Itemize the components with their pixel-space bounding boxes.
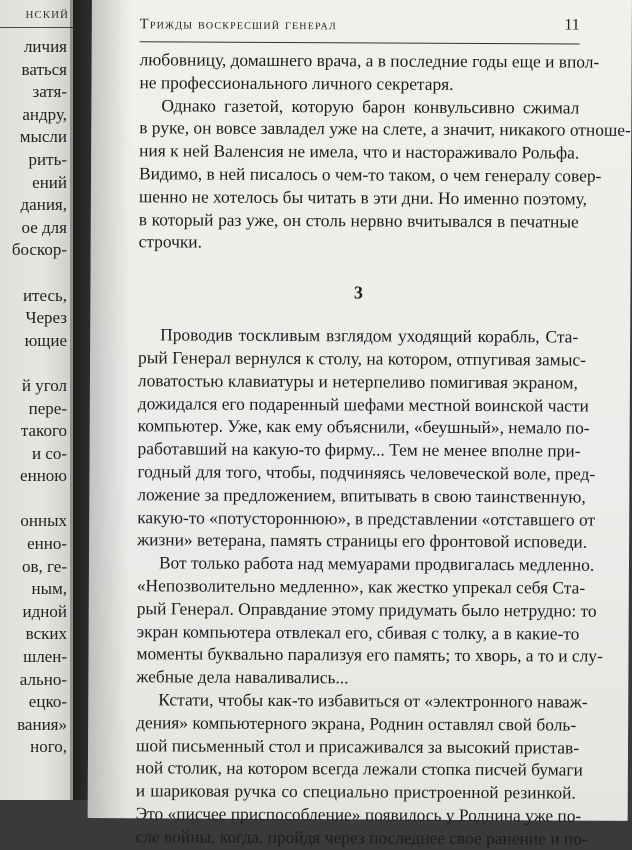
page-curve-shadow xyxy=(88,0,132,818)
left-text-fragment: идной xyxy=(22,601,67,621)
left-page xyxy=(0,0,73,800)
text-line: в который раз уже, он столь нервно вчитывался в печатные xyxy=(138,208,579,232)
left-text-fragment: вских xyxy=(25,624,67,644)
left-text-fragment: вания» xyxy=(17,714,67,734)
text-line: дения» компьютерного экрана, Роднин оставлял свой боль- xyxy=(136,711,577,735)
text-line: ной столик, на котором всегда лежали стопка писчей бумаги xyxy=(135,757,583,780)
text-line: ния к ней Валенсия не имела, что и настораживало Рольфа. xyxy=(139,140,580,163)
running-head xyxy=(140,16,580,40)
text-line: сле войны, когда, пройдя через последнее свое ранение и по- xyxy=(135,825,588,849)
left-text-fragment: боскор- xyxy=(11,240,67,260)
left-text-fragment: онных xyxy=(20,511,67,531)
left-text-fragment: ов, ге- xyxy=(22,556,67,576)
text-line: моменты буквально парализуя его память; то хворь, а то и слу- xyxy=(136,643,603,667)
left-page-text xyxy=(12,36,67,759)
text-line: рый Генерал. Оправдание этому придумать было нетрудно: то xyxy=(136,597,597,621)
text-line: Однако газетой, которую барон конвульсивно сжимал xyxy=(161,94,580,118)
left-text-fragment: и со- xyxy=(31,443,67,463)
text-line: компьютер. Уже, как ему объяснили, «беушный», немало по- xyxy=(137,415,590,438)
text-line: строчки. xyxy=(138,231,203,252)
text-line: Это «писчее приспособление» появилось у Роднина уже по- xyxy=(135,803,582,826)
left-text-fragment: Через xyxy=(25,308,67,328)
left-text-fragment: енно- xyxy=(27,534,67,554)
right-page xyxy=(88,0,632,849)
left-text-fragment: ецко- xyxy=(28,692,67,712)
text-line: рый Генерал вернулся к столу, на котором, отпугивая замыс- xyxy=(138,347,586,370)
text-line: годный для того, чтобы, подчиняясь человеческой воле, пред- xyxy=(137,461,596,484)
text-line: жебные дела наваливались... xyxy=(136,666,349,688)
text-line: ловатостью клавиатуры и нетерпеливо помигивая экраном, xyxy=(137,370,578,393)
left-text-fragment: ным, xyxy=(31,579,67,599)
left-text-fragment: рить- xyxy=(28,149,67,169)
text-line: Вот только работа над мемуарами продвигалась медленно. xyxy=(158,552,595,575)
left-text-fragment xyxy=(12,488,67,511)
header-rule xyxy=(140,41,580,44)
body-text xyxy=(135,48,631,850)
text-line: жизни» ветерана, память страницы его фронтовой исповеди. xyxy=(137,529,588,552)
text-line: какую-то «потустороннюю», в представлении «отставшего от xyxy=(137,506,596,530)
left-text-fragment: пере- xyxy=(28,398,67,418)
left-text-fragment: андру, xyxy=(22,104,67,124)
running-head-title: Трижды воскресший генерал xyxy=(139,16,337,34)
left-text-fragment: ально- xyxy=(19,669,67,689)
left-text-fragment: затя- xyxy=(32,82,67,102)
left-text-fragment: ваться xyxy=(21,59,67,79)
left-text-fragment: такого xyxy=(20,421,67,441)
paragraph-1 xyxy=(139,48,600,96)
left-text-fragment xyxy=(12,262,67,285)
paragraph-2 xyxy=(138,94,631,256)
left-text-fragment: дания, xyxy=(20,195,67,215)
text-line: ложение за предложением, впитывать в свою таинственную, xyxy=(137,483,586,507)
text-line: Кстати, чтобы как-то избавиться от «электронного наваж- xyxy=(158,689,588,712)
paragraph-5 xyxy=(135,688,588,850)
text-line: «Непозволительно медленно», как жестко упрекал себя Ста- xyxy=(136,575,586,598)
text-line: не профессионального личного секретаря. xyxy=(139,72,454,94)
left-text-fragment: ений xyxy=(32,172,67,192)
left-text-fragment: шлен- xyxy=(23,647,67,667)
left-text-fragment: енною xyxy=(20,466,67,486)
left-text-fragment: личия xyxy=(23,37,67,56)
text-line: и шариковая ручка со специально пристроенной резинкой. xyxy=(135,780,576,803)
text-line: Видимо, в ней писалось о чем-то таком, о чем генералу совер- xyxy=(138,163,602,186)
left-text-fragment xyxy=(12,352,67,375)
page-number: 11 xyxy=(564,16,580,34)
text-line: в руке, он вовсе завладел уже на слете, а значит, никакого отноше- xyxy=(139,117,631,141)
left-text-fragment: ое для xyxy=(21,217,67,237)
paragraph-3 xyxy=(137,323,596,553)
left-text-fragment: ного, xyxy=(30,737,67,757)
left-running-head: нский xyxy=(25,6,69,22)
text-line: шой письменный стол и присаживался за высокий пристав- xyxy=(135,734,580,758)
text-line: Проводив тоскливым взглядом уходящий корабль, Ста- xyxy=(160,324,579,347)
left-text-fragment: ющие xyxy=(24,330,67,350)
text-line: шенно не хотелось бы читать в эти дни. Но именно поэтому, xyxy=(138,186,588,209)
text-line: экран компьютера отвлекал его, сбивая с толку, а в какие-то xyxy=(136,620,580,644)
text-line: дожидался его подаренный шефами местной воинской части xyxy=(137,392,589,416)
text-line: работавший на какую-то фирму... Тем не менее вполне при- xyxy=(137,438,581,461)
left-header-rule xyxy=(0,27,73,28)
text-line: любовницу, домашнего врача, а в последние годы еще и впол- xyxy=(139,49,600,72)
left-text-fragment: й угол xyxy=(21,375,67,395)
paragraph-4 xyxy=(136,551,603,690)
left-text-fragment: мысли xyxy=(19,127,67,147)
chapter-number: 3 xyxy=(353,282,363,303)
left-text-fragment: итесь, xyxy=(22,285,67,305)
